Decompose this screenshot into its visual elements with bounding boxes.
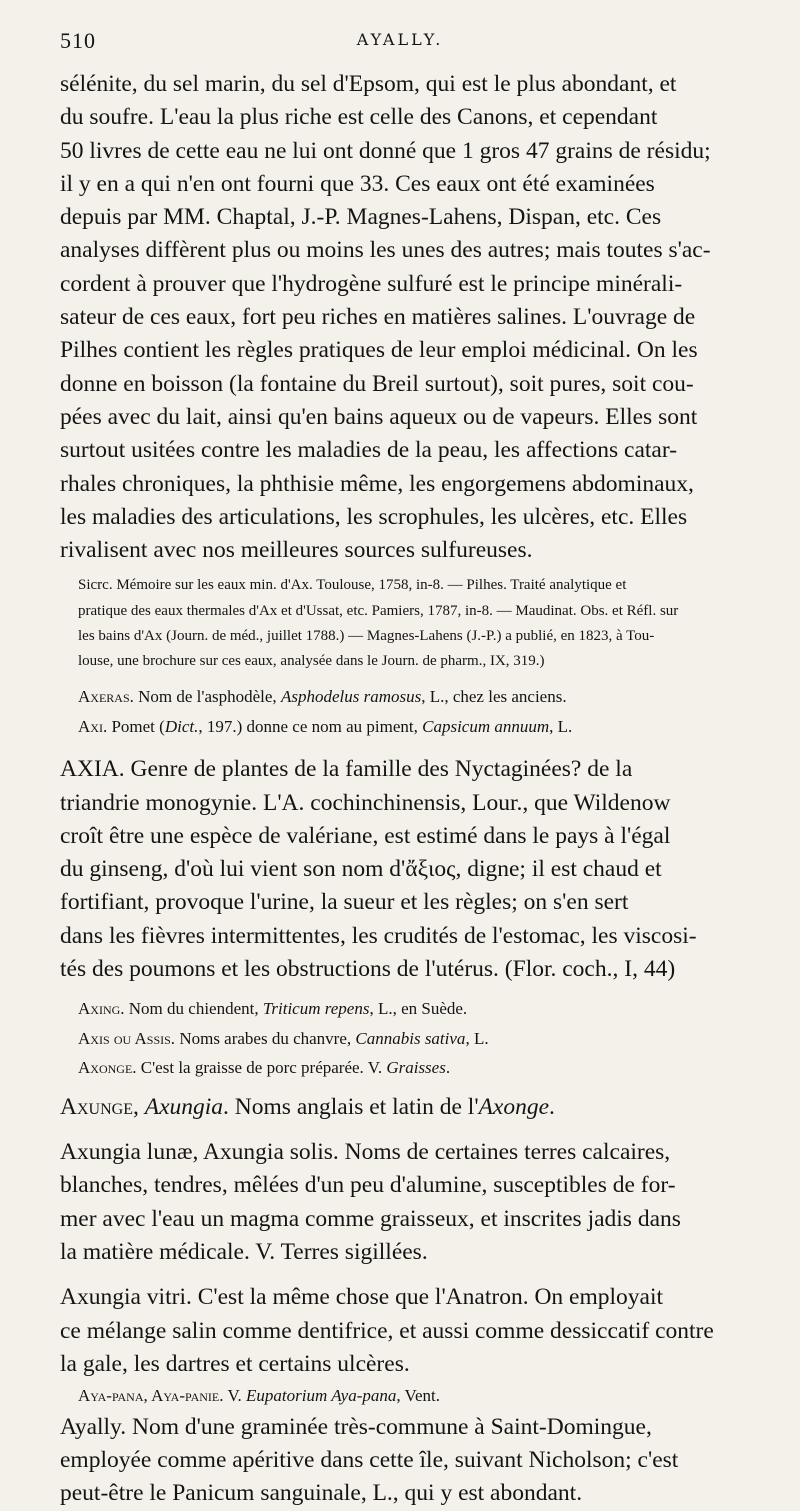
entry-axi xyxy=(78,712,780,742)
entry-text: , 197.) donne ce nom au piment, xyxy=(198,716,423,736)
text-line: employée comme apéritive dans cette île, suivant Nicholson; c'est xyxy=(60,1447,679,1474)
text-line: blanches, tendres, mêlées d'un peu d'alumine, susceptibles de for- xyxy=(60,1172,676,1199)
entry-axunge xyxy=(60,1091,780,1124)
entry-tail: , L., en Suède. xyxy=(369,999,468,1019)
text-line: du soufre. L'eau la plus riche est celle des Canons, et cependant xyxy=(60,104,658,131)
entry-axungia-vitri xyxy=(60,1281,780,1381)
entry-axing xyxy=(78,994,780,1024)
text-line: la gale, les dartres et certains ulcères. xyxy=(60,1350,410,1377)
text-line: du ginseng, d'où lui vient son nom d'ἄξιος, digne; il est chaud et xyxy=(60,856,662,883)
text-line: fortifiant, provoque l'urine, la sueur et les règles; on s'en sert xyxy=(60,889,629,916)
entry-axia xyxy=(60,753,780,986)
footnote-line: pratique des eaux thermales d'Ax et d'Ussat, etc. Pamiers, 1787, in-8. — Maudinat. Obs. et Réfl. sur xyxy=(78,602,679,619)
latin-name: Triticum repens xyxy=(262,999,370,1019)
text-line: croît être une espèce de valériane, est estimé dans le pays à l'égal xyxy=(60,822,671,849)
text-line: rhales chroniques, la phthisie même, les engorgemens abdominaux, xyxy=(60,470,694,497)
footnote-line: les bains d'Ax (Journ. de méd., juillet 1788.) — Magnes-Lahens (J.-P.) a publié, en 1823, à Tou- xyxy=(78,627,655,644)
latin-name: Capsicum annuum xyxy=(422,716,550,736)
entry-axeras xyxy=(78,682,780,712)
entry-text: V. xyxy=(223,1386,247,1406)
latin-name: Cannabis sativa xyxy=(355,1028,466,1048)
text-line: triandrie monogynie. L'A. cochinchinensis, Lour., que Wildenow xyxy=(60,789,671,816)
entry-head: Axunge xyxy=(60,1093,133,1120)
text-line: donne en boisson (la fontaine du Breil surtout), soit pures, soit cou- xyxy=(60,370,694,397)
text-line: tés des poumons et les obstructions de l'utérus. (Flor. coch., I, 44) xyxy=(60,956,676,983)
entry-axonge xyxy=(78,1053,780,1083)
text-line: depuis par MM. Chaptal, J.-P. Magnes-Lahens, Dispan, etc. Ces xyxy=(60,204,662,231)
latin-name: Asphodelus ramosus xyxy=(280,687,422,707)
text-line: pées avec du lait, ainsi qu'en bains aqueux ou de vapeurs. Elles sont xyxy=(60,403,698,430)
entry-text: Noms arabes du chanvre, xyxy=(175,1028,356,1048)
text-line: les maladies des articulations, les scrophules, les ulcères, etc. Elles xyxy=(60,503,688,530)
text-line: surtout usitées contre les maladies de la peau, les affections catar- xyxy=(60,437,678,464)
entry-tail: , L. xyxy=(549,716,573,736)
entry-tail: , L., chez les anciens. xyxy=(421,687,567,707)
entry-text: Pomet ( xyxy=(107,716,165,736)
entry-axis xyxy=(78,1024,780,1054)
text-line: Axungia lunæ, Axungia solis. Noms de certaines terres calcaires, xyxy=(60,1139,671,1166)
text-line: AXIA. Genre de plantes de la famille des Nyctaginées? de la xyxy=(60,756,633,783)
entry-tail: . xyxy=(549,1093,555,1120)
entry-head: Aya-pana, Aya-panie. xyxy=(78,1386,224,1406)
entry-head: Axing. xyxy=(78,999,125,1019)
latin-name: Eupatorium Aya-pana xyxy=(246,1386,397,1406)
entry-text: Nom de l'asphodèle, xyxy=(133,687,281,707)
text-line: mer avec l'eau un magma comme graisseux, et inscrites jadis dans xyxy=(60,1205,681,1232)
page-number: 510 xyxy=(60,28,96,53)
text-line: Axungia vitri. C'est la même chose que l'Anatron. On employait xyxy=(60,1284,664,1311)
text-line: ce mélange salin comme dentifrice, et aussi comme dessiccatif contre xyxy=(60,1317,714,1344)
entry-head: Axis ou Assis. xyxy=(78,1028,176,1048)
entry-tail: . xyxy=(445,1058,451,1078)
latin-name: Axungia xyxy=(144,1093,224,1120)
cross-reference: Axonge xyxy=(478,1093,550,1120)
running-head: AYALLY. xyxy=(356,30,444,49)
text-line: analyses diffèrent plus ou moins les unes des autres; mais toutes s'ac- xyxy=(60,237,711,264)
entry-tail: , Vent. xyxy=(396,1386,440,1406)
text-line: Pilhes contient les règles pratiques de leur emploi médicinal. On les xyxy=(60,337,698,364)
entry-axungia-lunae xyxy=(60,1136,780,1269)
entry-text: Nom du chiendent, xyxy=(124,999,263,1019)
cross-reference: Graisses xyxy=(386,1058,446,1078)
text-line: rivalisent avec nos meilleures sources sulfureuses. xyxy=(60,537,533,564)
text-line: dans les fièvres intermittentes, les crudités de l'estomac, les viscosi- xyxy=(60,922,697,949)
reference: Dict. xyxy=(164,716,199,736)
text-line: Ayally. Nom d'une graminée très-commune à Saint-Domingue, xyxy=(60,1413,652,1440)
text-line: peut-être le Panicum sanguinale, L., qui y est abondant. xyxy=(60,1480,583,1507)
entry-aya-pana xyxy=(78,1381,780,1411)
text-line: sélénite, du sel marin, du sel d'Epsom, qui est le plus abondant, et xyxy=(60,71,677,97)
text-line: sateur de ces eaux, fort peu riches en matières salines. L'ouvrage de xyxy=(60,304,696,331)
bibliography-footnote xyxy=(78,573,780,674)
entry-tail: , L. xyxy=(465,1028,489,1048)
text-line: la matière médicale. V. Terres sigillées. xyxy=(60,1239,428,1266)
text-line: cordent à prouver que l'hydrogène sulfuré est le principe minérali- xyxy=(60,270,683,297)
footnote-line: louse, une brochure sur ces eaux, analysée dans le Journ. de pharm., IX, 319.) xyxy=(78,653,545,670)
entry-text: , xyxy=(132,1093,145,1120)
text-line: il y en a qui n'en ont fourni que 33. Ces eaux ont été examinées xyxy=(60,170,655,197)
entry-ayally xyxy=(60,1411,780,1511)
paragraph-ax-waters xyxy=(60,68,780,567)
entry-head: Axonge. xyxy=(78,1058,137,1078)
entry-head: Axi. xyxy=(78,716,108,736)
footnote-line: Sicrc. Mémoire sur les eaux min. d'Ax. Toulouse, 1758, in-8. — Pilhes. Traité analytique et xyxy=(78,577,627,594)
text-line: 50 livres de cette eau ne lui ont donné que 1 gros 47 grains de résidu; xyxy=(60,137,711,164)
entry-text: . Noms anglais et latin de l' xyxy=(223,1093,479,1120)
entry-head: Axeras. xyxy=(78,687,134,707)
entry-text: C'est la graisse de porc préparée. V. xyxy=(136,1058,387,1078)
